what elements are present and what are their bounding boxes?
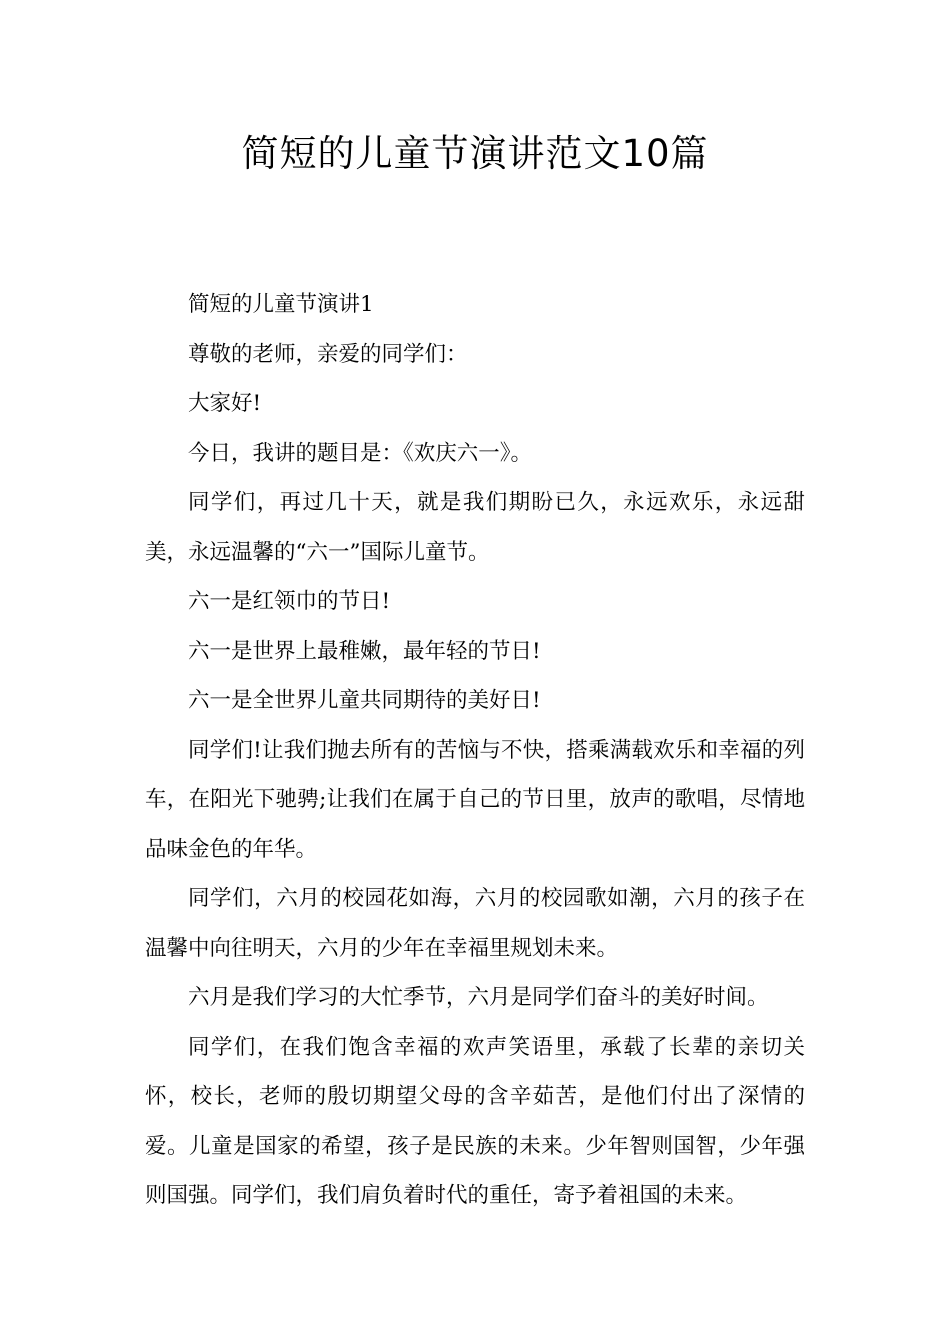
body-paragraph: 六一是世界上最稚嫩，最年轻的节日! xyxy=(188,638,541,664)
body-paragraph: 同学们，再过几十天，就是我们期盼已久，永远欢乐，永远甜美，永远温馨的“六一”国际儿童节。 xyxy=(145,490,805,565)
document-body xyxy=(145,280,805,1221)
greeting-paragraph: 大家好! xyxy=(188,391,262,416)
section-heading: 简短的儿童节演讲1 xyxy=(188,292,374,317)
salutation-paragraph: 尊敬的老师，亲爱的同学们： xyxy=(188,341,468,367)
document-title: 简短的儿童节演讲范文10篇 xyxy=(241,132,709,175)
topic-paragraph: 今日，我讲的题目是：《欢庆六一》。 xyxy=(188,440,533,466)
body-paragraph: 六一是全世界儿童共同期待的美好日! xyxy=(188,688,541,713)
body-paragraph: 六月是我们学习的大忙季节，六月是同学们奋斗的美好时间。 xyxy=(188,985,769,1010)
body-paragraph: 六一是红领巾的节日! xyxy=(188,589,391,614)
body-paragraph: 同学们，六月的校园花如海，六月的校园歌如潮，六月的孩子在温馨中向往明天，六月的少年在幸福里规划未来。 xyxy=(145,886,805,961)
body-paragraph: 同学们，在我们饱含幸福的欢声笑语里，承载了长辈的亲切关怀，校长，老师的殷切期望父母的含辛茹苦，是他们付出了深情的爱。儿童是国家的希望，孩子是民族的未来。少年智则国智，少年强则国强。同学们，我们肩负着时代的重任，寄予着祖国的未来。 xyxy=(145,1034,805,1208)
body-paragraph: 同学们!让我们抛去所有的苦恼与不快，搭乘满载欢乐和幸福的列车，在阳光下驰骋;让我们在属于自己的节日里，放声的歌唱，尽情地品味金色的年华。 xyxy=(145,737,805,862)
